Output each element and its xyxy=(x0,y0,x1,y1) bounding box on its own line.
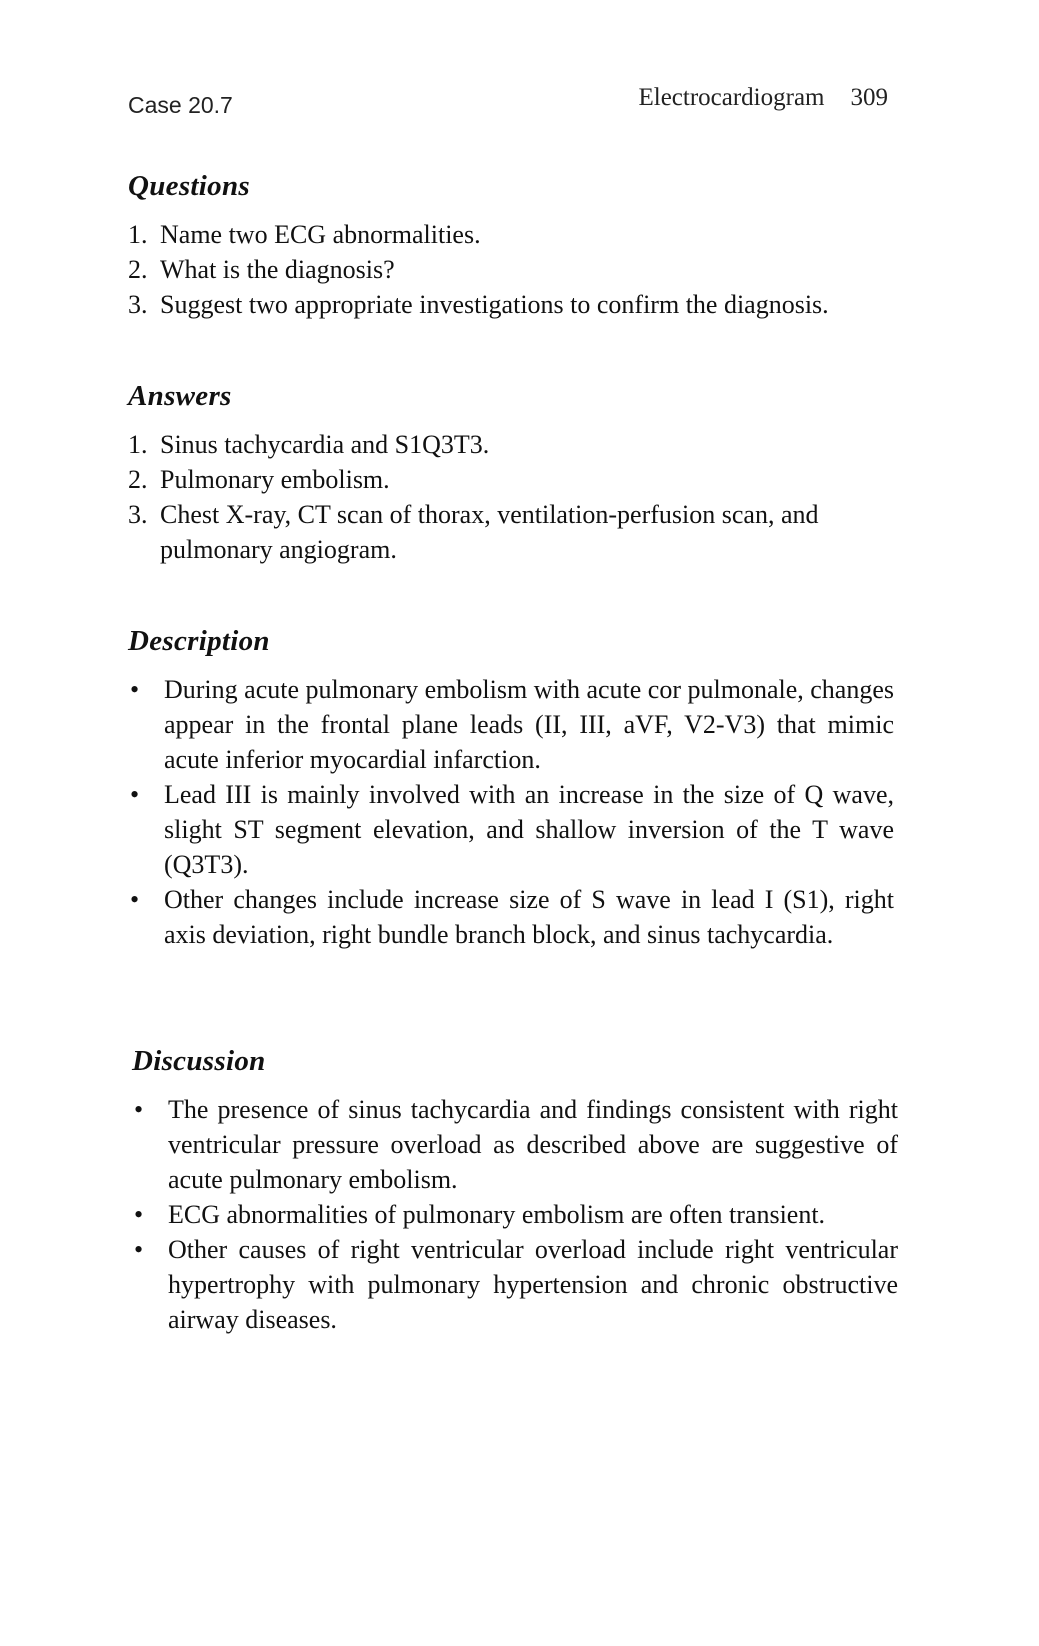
bullet-icon: • xyxy=(130,885,140,914)
bullet-text: Lead III is mainly involved with an increase in the size of Q wave, slight ST segment elevation, and shallow inversion of the T wave (Q3T3). xyxy=(164,780,894,879)
bullet-text: The presence of sinus tachycardia and findings consistent with right ventricular pressure overload as described above are suggestive of acute pulmonary embolism. xyxy=(168,1095,898,1194)
bullet-icon: • xyxy=(130,675,140,704)
bullet-icon: • xyxy=(134,1095,144,1124)
bullet-item xyxy=(128,777,894,882)
item-number: 3. xyxy=(128,290,148,319)
answers-section xyxy=(128,380,928,567)
list-item xyxy=(128,287,928,322)
item-text: Chest X-ray, CT scan of thorax, ventilation-perfusion scan, and pulmonary angiogram. xyxy=(160,500,819,564)
item-text: What is the diagnosis? xyxy=(160,255,395,284)
item-text: Suggest two appropriate investigations to confirm the diagnosis. xyxy=(160,290,829,319)
chapter-title: Electrocardiogram xyxy=(638,84,825,111)
description-section xyxy=(128,625,928,952)
bullet-icon: • xyxy=(134,1235,144,1264)
list-item xyxy=(128,462,928,497)
bullet-icon: • xyxy=(134,1200,144,1229)
list-item xyxy=(128,427,928,462)
bullet-text: Other causes of right ventricular overload include right ventricular hypertrophy with pulmonary hypertension and chronic obstructive airway diseases. xyxy=(168,1235,898,1334)
questions-list xyxy=(128,217,928,322)
running-header xyxy=(128,80,928,120)
answers-heading: Answers xyxy=(128,380,232,412)
bullet-item xyxy=(128,882,894,952)
page-number: 309 xyxy=(850,84,888,111)
item-number: 3. xyxy=(128,500,148,529)
discussion-list xyxy=(132,1092,932,1337)
book-page xyxy=(128,80,928,1334)
bullet-item xyxy=(128,672,894,777)
questions-heading: Questions xyxy=(128,170,250,202)
item-text: Name two ECG abnormalities. xyxy=(160,220,481,249)
item-number: 2. xyxy=(128,465,148,494)
case-label: Case 20.7 xyxy=(128,92,233,118)
discussion-heading: Discussion xyxy=(132,1045,266,1077)
bullet-text: ECG abnormalities of pulmonary embolism are often transient. xyxy=(168,1200,826,1229)
item-text: Pulmonary embolism. xyxy=(160,465,390,494)
description-list xyxy=(128,672,928,952)
header-right xyxy=(638,84,888,112)
questions-section xyxy=(128,170,928,322)
bullet-text: Other changes include increase size of S wave in lead I (S1), right axis deviation, right bundle branch block, and sinus tachycardia. xyxy=(164,885,894,949)
bullet-item xyxy=(132,1232,898,1337)
discussion-section xyxy=(132,1045,932,1337)
list-item xyxy=(128,252,928,287)
answers-list xyxy=(128,427,928,567)
bullet-item xyxy=(132,1092,898,1197)
description-heading: Description xyxy=(128,625,270,657)
list-item xyxy=(128,497,900,567)
bullet-item xyxy=(132,1197,898,1232)
bullet-icon: • xyxy=(130,780,140,809)
item-number: 1. xyxy=(128,430,148,459)
item-text: Sinus tachycardia and S1Q3T3. xyxy=(160,430,490,459)
item-number: 2. xyxy=(128,255,148,284)
list-item xyxy=(128,217,928,252)
bullet-text: During acute pulmonary embolism with acute cor pulmonale, changes appear in the frontal plane leads (II, III, aVF, V2-V3) that mimic acute inferior myocardial infarction. xyxy=(164,675,894,774)
item-number: 1. xyxy=(128,220,148,249)
